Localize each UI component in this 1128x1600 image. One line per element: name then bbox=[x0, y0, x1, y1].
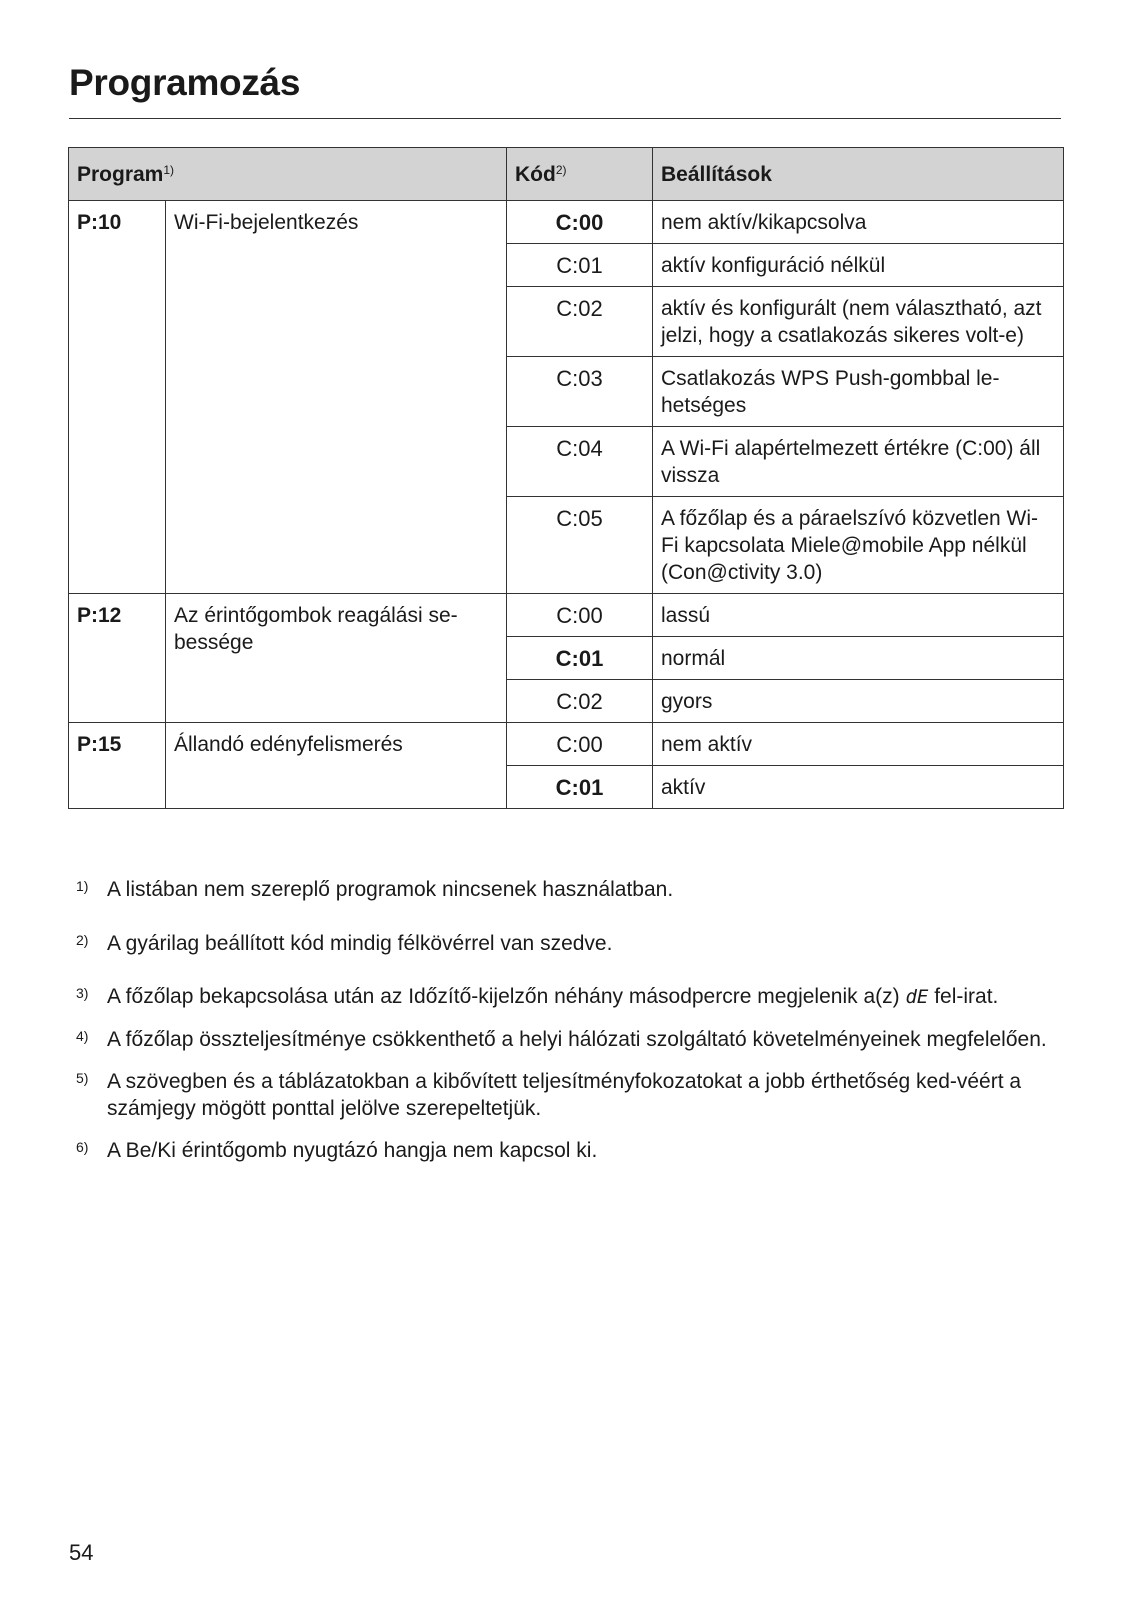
code-cell: C:01 bbox=[507, 637, 653, 680]
footnote-text: A Be/Ki érintőgomb nyugtázó hangja nem kapcsol ki. bbox=[107, 1139, 598, 1162]
code-cell: C:00 bbox=[507, 594, 653, 637]
header-program bbox=[69, 148, 507, 201]
code-cell: C:03 bbox=[507, 357, 653, 427]
setting-cell: nem aktív bbox=[653, 723, 1064, 766]
program-name: Az érintőgombok reagálási se-bessége bbox=[166, 594, 507, 723]
table-row bbox=[69, 594, 1064, 637]
display-symbol: dE bbox=[905, 986, 929, 1008]
table-header-row bbox=[69, 148, 1064, 201]
header-code-footnote-ref: 2) bbox=[555, 162, 567, 177]
program-number: P:15 bbox=[69, 723, 166, 809]
footnote bbox=[76, 1068, 1056, 1122]
setting-cell: lassú bbox=[653, 594, 1064, 637]
footnote-text: A főzőlap összteljesítménye csökkenthető a helyi hálózati szolgáltató követelményeinek megfelelően. bbox=[107, 1028, 1047, 1051]
program-name: Wi-Fi-bejelentkezés bbox=[166, 201, 507, 594]
header-settings: Beállítások bbox=[653, 148, 1064, 201]
footnote-mark: 4) bbox=[76, 1028, 89, 1044]
footnote-text: A szövegben és a táblázatokban a kibővített teljesítményfokozatokat a jobb érthetőség ked-véért a számjegy mögött ponttal jelölve szerepeltetjük. bbox=[107, 1070, 1022, 1120]
footnote-mark: 6) bbox=[76, 1139, 89, 1155]
footnote-text: A gyárilag beállított kód mindig félkövérrel van szedve. bbox=[107, 932, 613, 955]
footnote-mark: 1) bbox=[76, 878, 89, 894]
footnote bbox=[76, 983, 1056, 1011]
header-program-label: Program bbox=[77, 162, 164, 186]
code-cell: C:02 bbox=[507, 287, 653, 357]
code-cell: C:01 bbox=[507, 244, 653, 287]
footnote bbox=[76, 1137, 1056, 1164]
table-row bbox=[69, 201, 1064, 244]
code-cell: C:00 bbox=[507, 201, 653, 244]
setting-cell: A Wi-Fi alapértelmezett értékre (C:00) áll vissza bbox=[653, 427, 1064, 497]
code-cell: C:00 bbox=[507, 723, 653, 766]
code-cell: C:05 bbox=[507, 497, 653, 594]
setting-cell: Csatlakozás WPS Push-gombbal le-hetséges bbox=[653, 357, 1064, 427]
page-title: Programozás bbox=[69, 62, 301, 103]
footnotes bbox=[76, 876, 1056, 1164]
setting-cell: normál bbox=[653, 637, 1064, 680]
program-number: P:10 bbox=[69, 201, 166, 594]
footnote bbox=[76, 930, 1056, 957]
footnote-text: fel-irat. bbox=[934, 985, 999, 1008]
header-program-footnote-ref: 1) bbox=[163, 162, 175, 177]
setting-cell: aktív és konfigurált (nem választható, azt jelzi, hogy a csatlakozás sikeres volt-e) bbox=[653, 287, 1064, 357]
footnote-mark: 3) bbox=[76, 985, 89, 1001]
footnote-mark: 5) bbox=[76, 1070, 89, 1086]
code-cell: C:02 bbox=[507, 680, 653, 723]
program-number: P:12 bbox=[69, 594, 166, 723]
setting-cell: aktív bbox=[653, 766, 1064, 809]
footnote-text: A listában nem szereplő programok nincsenek használatban. bbox=[107, 878, 674, 901]
setting-cell: aktív konfiguráció nélkül bbox=[653, 244, 1064, 287]
setting-cell: gyors bbox=[653, 680, 1064, 723]
page-number: 54 bbox=[69, 1540, 94, 1565]
header-code-label: Kód bbox=[515, 162, 556, 186]
footnote bbox=[76, 1026, 1056, 1053]
code-cell: C:04 bbox=[507, 427, 653, 497]
footnote bbox=[76, 876, 1056, 903]
setting-cell: A főzőlap és a páraelszívó közvetlen Wi-Fi kapcsolata Miele@mobile App nélkül (Con@ctivity 3.0) bbox=[653, 497, 1064, 594]
header-code bbox=[507, 148, 653, 201]
setting-cell: nem aktív/kikapcsolva bbox=[653, 201, 1064, 244]
program-name: Állandó edényfelismerés bbox=[166, 723, 507, 809]
footnote-text: A főzőlap bekapcsolása után az Időzítő-kijelzőn néhány másodpercre megjelenik a(z) bbox=[107, 985, 900, 1008]
programming-table bbox=[68, 147, 1064, 809]
footnote-mark: 2) bbox=[76, 932, 89, 948]
title-divider bbox=[69, 118, 1061, 119]
code-cell: C:01 bbox=[507, 766, 653, 809]
table-row bbox=[69, 723, 1064, 766]
